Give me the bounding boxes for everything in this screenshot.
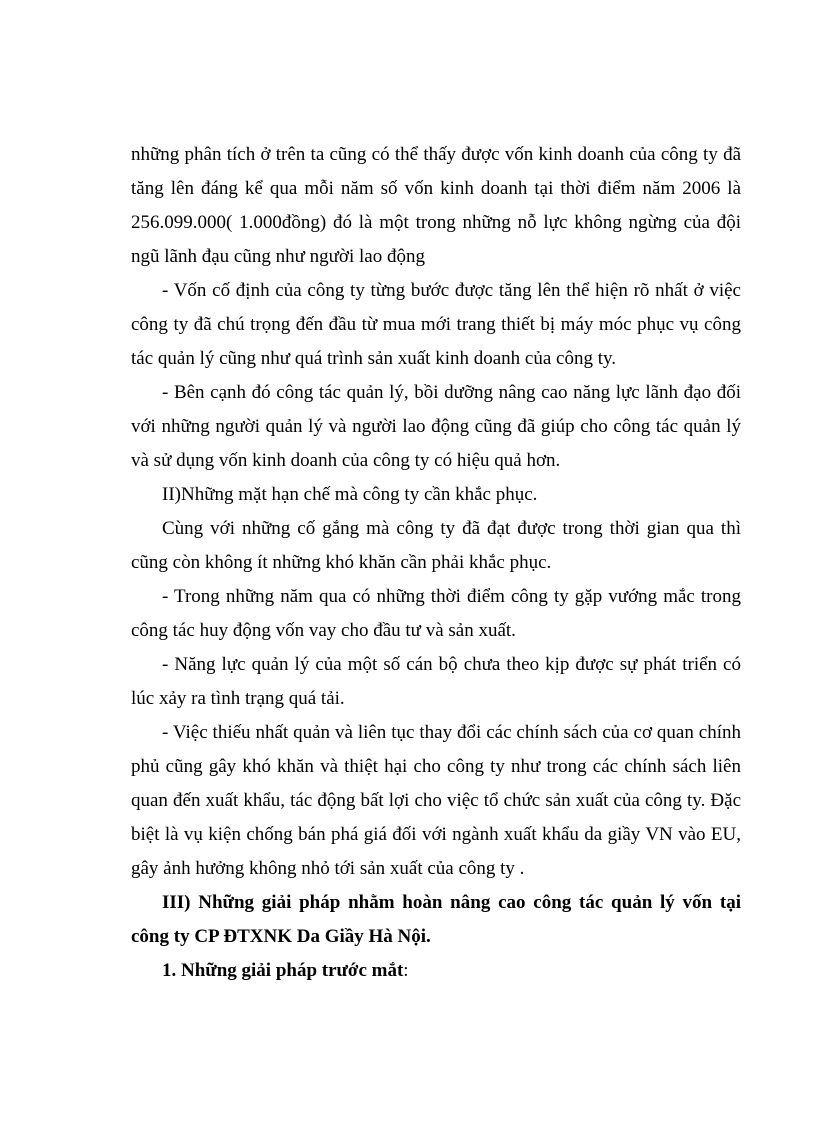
paragraph-intro: những phân tích ở trên ta cũng có thể thấy được vốn kinh doanh của công ty đã tăng lên đáng kể qua mỗi năm số vốn kinh doanh tại thời điểm năm 2006 là 256.099.000( 1.000đồng) đó là một trong những nỗ lực không ngừng của đội ngũ lãnh đạu cũng như người lao động <box>131 144 741 267</box>
paragraph-policy-changes: - Việc thiếu nhất quản và liên tục thay đổi các chính sách của cơ quan chính phủ cũng gây khó khăn và thiệt hại cho công ty như trong các chính sách liên quan đến xuất khẩu, tác động bất lợi cho việc tổ chức sản xuất của công ty. Đặc biệt là vụ kiện chống bán phá giá đối với ngành xuất khẩu da giầy VN vào EU, gây ảnh hưởng không nhỏ tới sản xuất của công ty . <box>131 722 741 879</box>
paragraph-loan-issues: - Trong những năm qua có những thời điểm công ty gặp vướng mắc trong công tác huy động vốn vay cho đầu tư và sản xuất. <box>131 586 741 641</box>
heading-section-3: III) Những giải pháp nhằm hoàn nâng cao công tác quản lý vốn tại công ty CP ĐTXNK Da Giầy Hà Nội. <box>131 892 741 947</box>
document-body <box>131 138 741 988</box>
heading-subsection-1-text: 1. Những giải pháp trước mắt <box>162 960 404 981</box>
paragraph-management-training: - Bên cạnh đó công tác quản lý, bồi dưỡng nâng cao năng lực lãnh đạo đối với những người quản lý và người lao động cũng đã giúp cho công tác quản lý và sử dụng vốn kinh doanh của công ty có hiệu quả hơn. <box>131 382 741 471</box>
heading-subsection-1 <box>131 954 741 988</box>
heading-limitations: II)Những mặt hạn chế mà công ty cần khắc phục. <box>162 484 538 505</box>
paragraph-management-capacity: - Năng lực quản lý của một số cán bộ chưa theo kịp được sự phát triển có lúc xảy ra tình trạng quá tải. <box>131 654 741 709</box>
heading-subsection-1-colon: : <box>403 960 409 981</box>
paragraph-difficulties: Cùng với những cố gắng mà công ty đã đạt được trong thời gian qua thì cũng còn không ít những khó khăn cần phải khắc phục. <box>131 518 741 573</box>
paragraph-fixed-capital: - Vốn cố định của công ty từng bước được tăng lên thể hiện rõ nhất ở việc công ty đã chú trọng đến đầu từ mua mới trang thiết bị máy móc phục vụ công tác quản lý cũng như quá trình sản xuất kinh doanh của công ty. <box>131 280 741 369</box>
